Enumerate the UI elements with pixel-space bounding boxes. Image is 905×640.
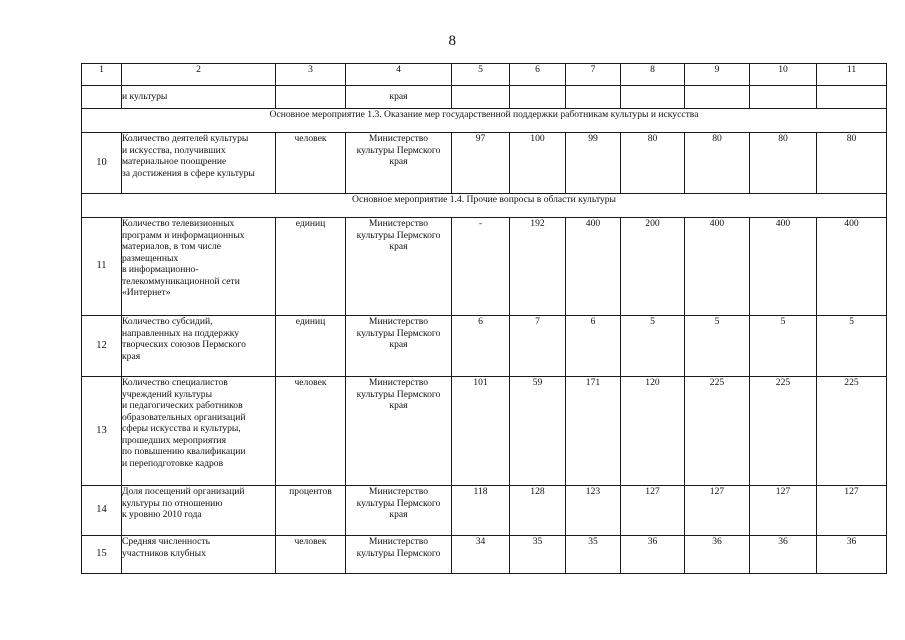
name-cell: и культуры [122,86,276,109]
text-line: образовательных организаций [122,411,246,423]
text-line: Количество субсидий, [122,316,213,327]
unit-cell: человек [276,377,346,486]
value-cell: 80 [817,133,887,194]
row-number: 13 [82,377,122,486]
table-row [82,536,887,574]
indicators-table [81,63,887,574]
value-cell: 36 [685,536,750,574]
value-cell: 35 [510,536,566,574]
header-cell: 2 [122,64,276,86]
header-cell: 1 [82,64,122,86]
row-number: 11 [82,218,122,316]
unit-cell: человек [276,133,346,194]
header-cell: 3 [276,64,346,86]
header-row [82,64,887,86]
text-line: «Интернет» [122,287,171,298]
org-cell [346,377,452,486]
value-cell: 123 [566,486,621,536]
text-line: культуры Пермского [356,547,441,559]
text-line: материалов, в том числе [122,241,221,252]
text-line: и переподготовке кадров [122,457,224,469]
indicator-name [122,536,276,574]
text-line: Количество специалистов [122,377,228,388]
value-cell: 35 [566,536,621,574]
unit-cell: единиц [276,316,346,377]
value-cell [510,86,566,109]
continuation-row [82,86,887,109]
text-line: культуры по отношению [122,497,223,509]
table-row [82,377,887,486]
text-line: к уровню 2010 года [122,509,202,520]
value-cell [685,86,750,109]
value-cell [621,86,685,109]
unit-cell: человек [276,536,346,574]
value-cell: 97 [452,133,510,194]
value-cell: 36 [621,536,685,574]
text-line: края [389,400,408,411]
value-cell: 225 [817,377,887,486]
value-cell: 127 [685,486,750,536]
text-line: края [389,509,408,520]
org-cell [346,133,452,194]
text-line: края [389,241,408,252]
header-cell: 9 [685,64,750,86]
indicator-name [122,218,276,316]
header-cell: 11 [817,64,887,86]
text-line: культуры Пермского [356,327,441,339]
value-cell: 120 [621,377,685,486]
text-line: по повышению квалификации [122,446,246,457]
value-cell: 171 [566,377,621,486]
value-cell: 400 [750,218,817,316]
value-cell: 118 [452,486,510,536]
text-line: культуры Пермского [356,229,441,241]
text-line: края [122,350,141,362]
text-line: Средняя численность [122,536,210,547]
section-row [82,194,887,218]
text-line: Министерство [368,536,429,547]
text-line: размещенных [122,252,179,264]
text-line: и искусства, получивших [122,144,226,156]
text-line: Министерство [368,316,429,327]
value-cell: 34 [452,536,510,574]
unit-cell: процентов [276,486,346,536]
value-cell: 36 [750,536,817,574]
value-cell: 225 [685,377,750,486]
text-line: Министерство [368,133,429,144]
text-line: культуры Пермского [356,388,441,400]
value-cell: 99 [566,133,621,194]
value-cell: 5 [621,316,685,377]
value-cell: 225 [750,377,817,486]
text-line: в информационно- [122,264,199,275]
value-cell: 127 [817,486,887,536]
table-row [82,486,887,536]
value-cell: 6 [566,316,621,377]
indicator-name [122,486,276,536]
text-line: телекоммуникационной сети [122,275,240,287]
org-cell [346,218,452,316]
text-line: культуры Пермского [356,144,441,156]
value-cell: 5 [685,316,750,377]
text-line: сферы искусства и культуры, [122,423,241,434]
value-cell: 80 [750,133,817,194]
section-title: Основное мероприятие 1.4. Прочие вопросы в области культуры [82,194,887,218]
value-cell: 80 [685,133,750,194]
org-cell: края [346,86,452,109]
org-cell [346,536,452,574]
section-row [82,109,887,133]
value-cell: 36 [817,536,887,574]
value-cell: 192 [510,218,566,316]
value-cell: 100 [510,133,566,194]
text-line: участников клубных [122,547,206,559]
indicator-name [122,133,276,194]
text-line: Министерство [368,377,429,388]
value-cell: 6 [452,316,510,377]
text-line: и педагогических работников [122,400,243,411]
unit-cell [276,86,346,109]
value-cell: 7 [510,316,566,377]
text-line: Министерство [368,218,429,229]
value-cell [817,86,887,109]
value-cell: 400 [685,218,750,316]
org-cell [346,486,452,536]
header-cell: 5 [452,64,510,86]
row-number: 15 [82,536,122,574]
row-number: 12 [82,316,122,377]
value-cell: 127 [621,486,685,536]
value-cell: 400 [817,218,887,316]
text-line: Количество телевизионных [122,218,235,229]
header-cell: 7 [566,64,621,86]
value-cell: 400 [566,218,621,316]
value-cell: 59 [510,377,566,486]
section-title: Основное мероприятие 1.3. Оказание мер государственной поддержки работникам культуры и искусства [82,109,887,133]
text-line: Министерство [368,486,429,497]
indicator-name [122,316,276,377]
header-cell: 4 [346,64,452,86]
text-line: творческих союзов Пермского [122,339,246,350]
header-cell: 10 [750,64,817,86]
text-line: Количество деятелей культуры [122,133,249,144]
value-cell: 200 [621,218,685,316]
table-row [82,316,887,377]
header-cell: 8 [621,64,685,86]
value-cell: 5 [750,316,817,377]
value-cell: 101 [452,377,510,486]
org-cell [346,316,452,377]
unit-cell: единиц [276,218,346,316]
table-row [82,133,887,194]
table-row [82,218,887,316]
row-number: 10 [82,133,122,194]
text-line: учреждений культуры [122,388,213,400]
value-cell: 127 [750,486,817,536]
value-cell: 5 [817,316,887,377]
row-number: 14 [82,486,122,536]
value-cell [452,86,510,109]
value-cell: 128 [510,486,566,536]
value-cell [750,86,817,109]
page-number: 8 [448,33,457,49]
text-line: за достижения в сфере культуры [122,167,255,179]
num-cell [82,86,122,109]
text-line: материальное поощрение [122,156,227,167]
text-line: края [389,156,408,167]
header-cell: 6 [510,64,566,86]
value-cell: - [452,218,510,316]
text-line: программ и информационных [122,229,245,241]
value-cell: 80 [621,133,685,194]
text-line: культуры Пермского [356,497,441,509]
text-line: направленных на поддержку [122,327,240,339]
text-line: Доля посещений организаций [122,486,245,497]
value-cell [566,86,621,109]
text-line: прошедших мероприятия [122,434,226,446]
text-line: края [389,339,408,350]
indicator-name [122,377,276,486]
